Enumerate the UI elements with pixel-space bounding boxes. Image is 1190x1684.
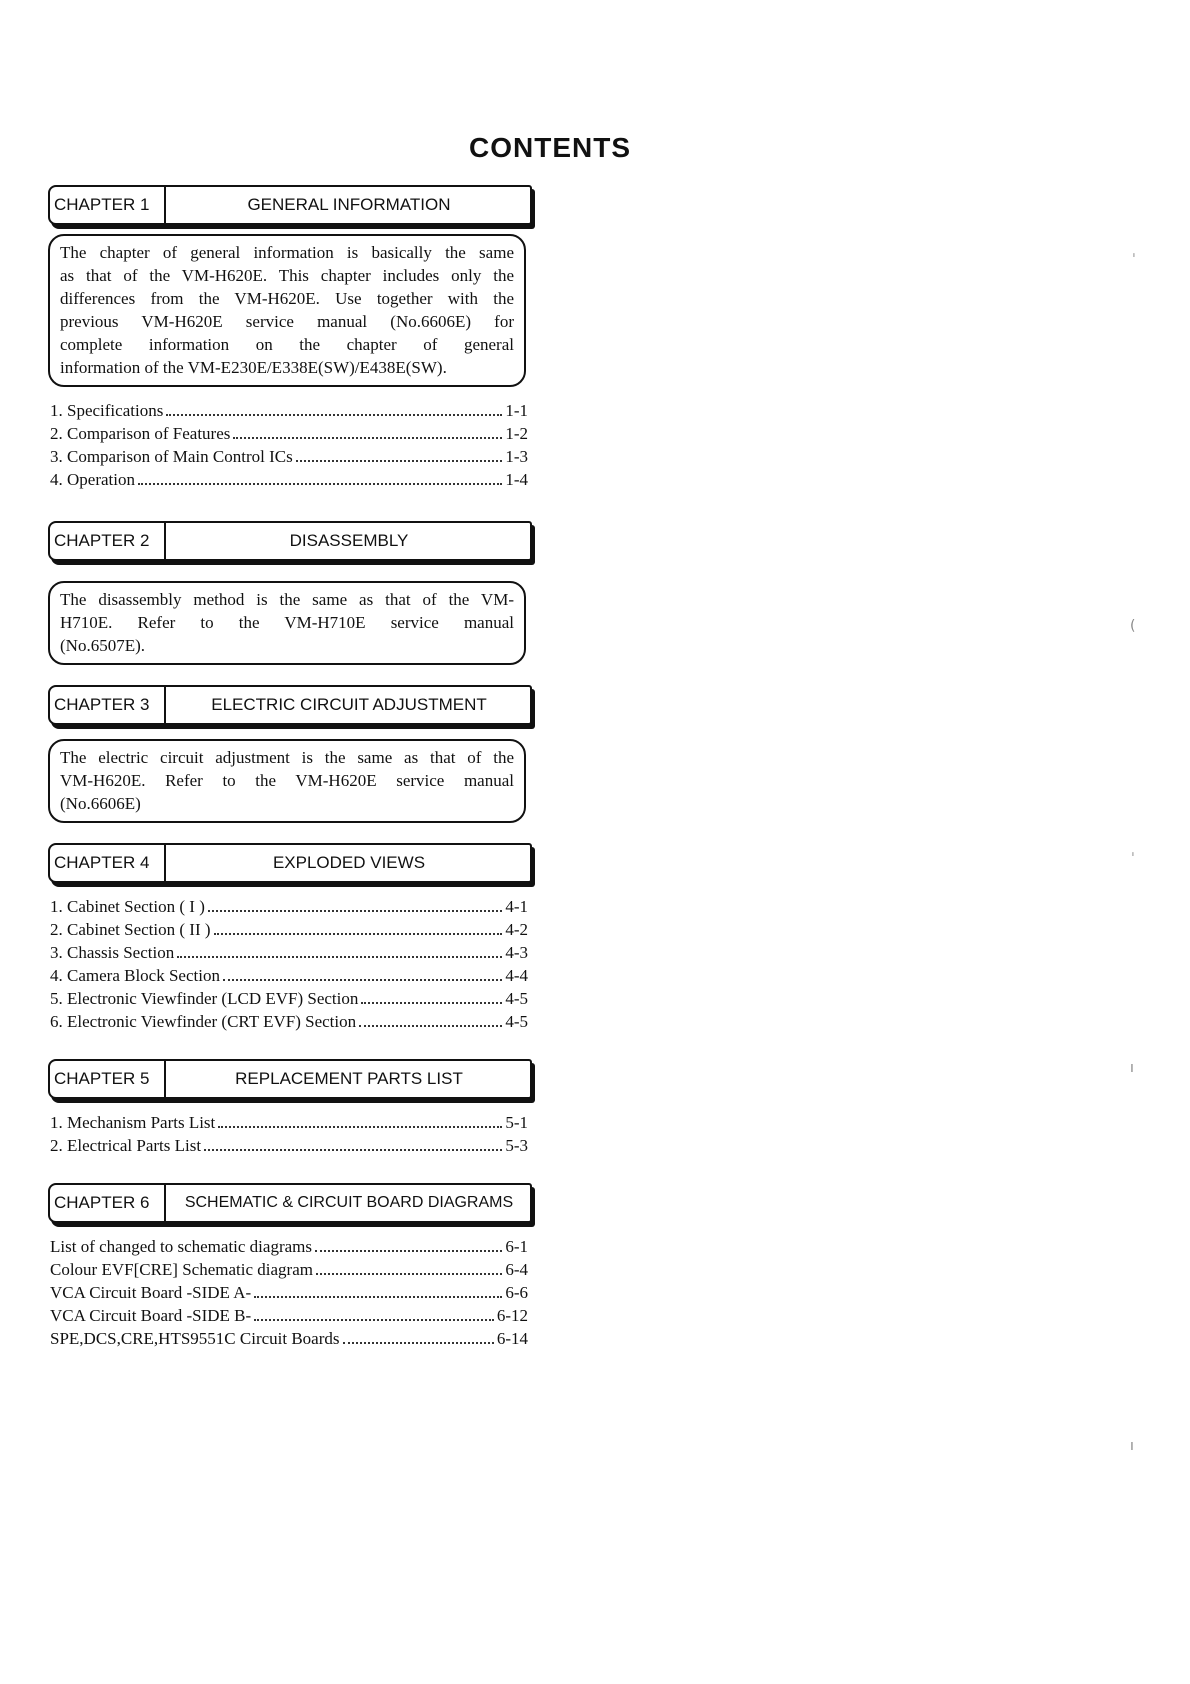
note-line: (No.6606E) bbox=[60, 794, 141, 813]
dot-leader bbox=[214, 933, 503, 935]
toc-entry-page: 4-1 bbox=[505, 897, 528, 916]
note-line: (No.6507E). bbox=[60, 636, 145, 655]
note-line: differences from the VM-H620E. Use together with the bbox=[60, 289, 514, 308]
toc-entry[interactable] bbox=[50, 1235, 528, 1258]
toc-entry-title: 4. Operation bbox=[50, 470, 135, 489]
contents-column bbox=[48, 185, 538, 1350]
dot-leader bbox=[166, 414, 502, 416]
chapter-label: CHAPTER 4 bbox=[50, 845, 166, 881]
dot-leader bbox=[359, 1025, 502, 1027]
dot-leader bbox=[254, 1319, 494, 1321]
chapter-3-header[interactable] bbox=[48, 685, 532, 725]
chapter-label: CHAPTER 5 bbox=[50, 1061, 166, 1097]
toc-entry-page: 6-1 bbox=[505, 1237, 528, 1256]
chapter-2-note bbox=[48, 581, 526, 665]
toc-entry[interactable] bbox=[50, 1111, 528, 1134]
toc-entry-title: 2. Comparison of Features bbox=[50, 424, 231, 443]
dot-leader bbox=[208, 910, 502, 912]
toc-entry-page: 6-4 bbox=[505, 1260, 528, 1279]
note-line: H710E. Refer to the VM-H710E service manual bbox=[60, 613, 514, 632]
dot-leader bbox=[233, 437, 502, 439]
toc-entry-page: 6-6 bbox=[505, 1283, 528, 1302]
chapter-1-note bbox=[48, 234, 526, 387]
toc-entry-title: 1. Mechanism Parts List bbox=[50, 1113, 216, 1132]
toc-entry-title: List of changed to schematic diagrams bbox=[50, 1237, 312, 1256]
chapter-title: EXPLODED VIEWS bbox=[272, 853, 426, 872]
toc-entry-page: 5-3 bbox=[505, 1136, 528, 1155]
dot-leader bbox=[138, 483, 502, 485]
toc-entry[interactable] bbox=[50, 399, 528, 422]
toc-entry-page: 1-3 bbox=[505, 447, 528, 466]
chapter-6-toc bbox=[50, 1235, 528, 1350]
chapter-label: CHAPTER 3 bbox=[50, 687, 166, 723]
note-line: The disassembly method is the same as that of the VM- bbox=[60, 590, 514, 609]
dot-leader bbox=[315, 1250, 502, 1252]
toc-entry[interactable] bbox=[50, 1010, 528, 1033]
toc-entry-page: 6-14 bbox=[496, 1329, 528, 1348]
toc-entry[interactable] bbox=[50, 1134, 528, 1157]
chapter-5-header[interactable] bbox=[48, 1059, 532, 1099]
note-line: information of the VM-E230E/E338E(SW)/E438E(SW). bbox=[60, 358, 447, 377]
dot-leader bbox=[223, 979, 502, 981]
chapter-title: REPLACEMENT PARTS LIST bbox=[235, 1069, 463, 1088]
toc-entry-title: Colour EVF[CRE] Schematic diagram bbox=[50, 1260, 313, 1279]
chapter-title: DISASSEMBLY bbox=[289, 531, 409, 550]
chapter-2-header[interactable] bbox=[48, 521, 532, 561]
toc-entry-page: 1-1 bbox=[505, 401, 528, 420]
chapter-3-note bbox=[48, 739, 526, 823]
toc-entry-title: VCA Circuit Board -SIDE A- bbox=[50, 1283, 252, 1302]
dot-leader bbox=[296, 460, 503, 462]
toc-entry[interactable] bbox=[50, 445, 528, 468]
chapter-5-toc bbox=[50, 1111, 528, 1157]
toc-entry[interactable] bbox=[50, 1258, 528, 1281]
scan-mark: ı bbox=[1130, 1060, 1134, 1076]
note-line: VM-H620E. Refer to the VM-H620E service manual bbox=[60, 771, 514, 790]
dot-leader bbox=[204, 1149, 502, 1151]
chapter-1-header[interactable] bbox=[48, 185, 532, 225]
chapter-title: SCHEMATIC & CIRCUIT BOARD DIAGRAMS bbox=[184, 1194, 514, 1211]
toc-entry-page: 1-2 bbox=[505, 424, 528, 443]
toc-entry-title: 4. Camera Block Section bbox=[50, 966, 220, 985]
toc-entry[interactable] bbox=[50, 895, 528, 918]
chapter-4-toc bbox=[50, 895, 528, 1033]
toc-entry-title: 6. Electronic Viewfinder (CRT EVF) Section bbox=[50, 1012, 357, 1031]
toc-entry-title: VCA Circuit Board -SIDE B- bbox=[50, 1306, 252, 1325]
toc-entry-title: 5. Electronic Viewfinder (LCD EVF) Section bbox=[50, 989, 359, 1008]
chapter-label: CHAPTER 6 bbox=[50, 1185, 166, 1221]
scan-mark: ı bbox=[1130, 1438, 1134, 1454]
chapter-title: ELECTRIC CIRCUIT ADJUSTMENT bbox=[211, 695, 487, 714]
toc-entry-title: 1. Specifications bbox=[50, 401, 164, 420]
toc-entry-page: 4-5 bbox=[505, 1012, 528, 1031]
note-line: The chapter of general information is basically the same bbox=[60, 243, 514, 262]
toc-entry[interactable] bbox=[50, 422, 528, 445]
toc-entry-page: 6-12 bbox=[496, 1306, 528, 1325]
toc-entry[interactable] bbox=[50, 964, 528, 987]
scan-mark: ˌ bbox=[1132, 243, 1136, 259]
scan-mark: ( bbox=[1130, 618, 1136, 634]
toc-entry-page: 4-5 bbox=[505, 989, 528, 1008]
chapter-title: GENERAL INFORMATION bbox=[247, 195, 451, 214]
chapter-6-header[interactable] bbox=[48, 1183, 532, 1223]
note-line: complete information on the chapter of general bbox=[60, 335, 514, 354]
toc-entry[interactable] bbox=[50, 1304, 528, 1327]
dot-leader bbox=[343, 1342, 494, 1344]
toc-entry-title: 3. Chassis Section bbox=[50, 943, 175, 962]
toc-entry[interactable] bbox=[50, 468, 528, 491]
chapter-label: CHAPTER 2 bbox=[50, 523, 166, 559]
toc-entry-title: 2. Electrical Parts List bbox=[50, 1136, 202, 1155]
toc-entry-page: 4-4 bbox=[505, 966, 528, 985]
toc-entry-title: SPE,DCS,CRE,HTS9551C Circuit Boards bbox=[50, 1329, 340, 1348]
toc-entry-title: 2. Cabinet Section ( II ) bbox=[50, 920, 211, 939]
toc-entry[interactable] bbox=[50, 987, 528, 1010]
dot-leader bbox=[254, 1296, 502, 1298]
note-line: as that of the VM-H620E. This chapter includes only the bbox=[60, 266, 514, 285]
toc-entry-page: 1-4 bbox=[505, 470, 528, 489]
dot-leader bbox=[218, 1126, 502, 1128]
toc-entry[interactable] bbox=[50, 1281, 528, 1304]
chapter-4-header[interactable] bbox=[48, 843, 532, 883]
note-line: previous VM-H620E service manual (No.6606E) for bbox=[60, 312, 514, 331]
toc-entry[interactable] bbox=[50, 941, 528, 964]
dot-leader bbox=[177, 956, 502, 958]
toc-entry[interactable] bbox=[50, 918, 528, 941]
toc-entry-page: 4-3 bbox=[505, 943, 528, 962]
chapter-label: CHAPTER 1 bbox=[50, 187, 166, 223]
toc-entry-title: 3. Comparison of Main Control ICs bbox=[50, 447, 293, 466]
dot-leader bbox=[316, 1273, 502, 1275]
toc-entry-page: 5-1 bbox=[505, 1113, 528, 1132]
chapter-1-toc bbox=[50, 399, 528, 491]
note-line: The electric circuit adjustment is the same as that of the bbox=[60, 748, 514, 767]
page-title: CONTENTS bbox=[469, 132, 631, 163]
toc-entry-title: 1. Cabinet Section ( I ) bbox=[50, 897, 205, 916]
scan-mark: ˌ bbox=[1131, 842, 1135, 858]
toc-entry[interactable] bbox=[50, 1327, 528, 1350]
toc-entry-page: 4-2 bbox=[505, 920, 528, 939]
dot-leader bbox=[361, 1002, 502, 1004]
